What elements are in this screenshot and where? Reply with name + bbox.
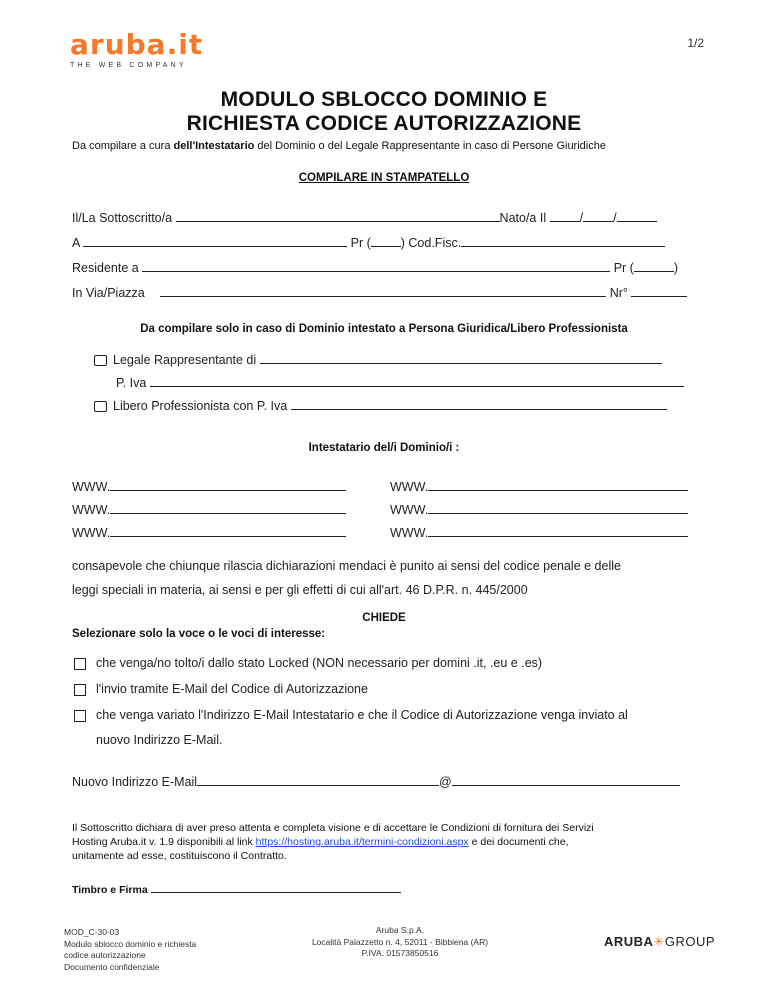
dichiara-line-2: Hosting Aruba.it v. 1.9 disponibili al link https://hosting.aruba.it/termini-condizioni.aspx e dei documenti che, xyxy=(72,836,569,848)
field-www-6[interactable] xyxy=(428,526,688,537)
row-legale xyxy=(94,353,662,367)
www-row-1-left: WWW. xyxy=(72,480,346,494)
termini-link[interactable]: https://hosting.aruba.it/termini-condizioni.aspx xyxy=(255,836,469,848)
field-email-user[interactable] xyxy=(197,775,439,786)
label-codfisc: ) Cod.Fisc. xyxy=(400,236,462,250)
chiede-heading: CHIEDE xyxy=(362,612,406,624)
label-piva: P. Iva xyxy=(116,376,147,390)
dichiara-line-1: Il Sottoscritto dichiara di aver preso attenta e completa visione e di accettare le Condizioni di fornitura dei Servizi xyxy=(72,822,594,834)
row-nuova-email: Nuovo Indirizzo E-Mail @ xyxy=(72,775,680,789)
label-pr: Pr ( xyxy=(350,236,371,250)
field-codice-fiscale[interactable] xyxy=(461,236,665,247)
field-via[interactable] xyxy=(160,286,606,297)
label-sottoscritto: Il/La Sottoscritto/a xyxy=(72,211,173,225)
field-email-domain[interactable] xyxy=(452,775,680,786)
row-residenza: Residente a Pr ( ) xyxy=(72,261,678,275)
label-residente: Residente a xyxy=(72,261,139,275)
checkbox-invio-codice[interactable] xyxy=(74,684,86,696)
option-variazione-email-label: che venga variato l'Indirizzo E-Mail Intestatario e che il Codice di Autorizzazione venga inviato al xyxy=(96,708,628,722)
giuridica-heading: Da compilare solo in caso di Dominio intestato a Persona Giuridica/Libero Professionista xyxy=(140,323,628,335)
row-luogo xyxy=(72,236,665,250)
checkbox-libero-professionista[interactable] xyxy=(94,401,107,412)
field-www-3[interactable] xyxy=(110,503,346,514)
subtitle: Da compilare a cura dell'Intestatario del Dominio o del Legale Rappresentante in caso di Persone Giuridiche xyxy=(72,140,606,152)
checkbox-variazione-email[interactable] xyxy=(74,710,86,722)
compilare-heading: COMPILARE IN STAMPATELLO xyxy=(298,172,470,184)
www-row-2-right: WWW. xyxy=(390,503,688,517)
field-nato-mese[interactable] xyxy=(583,211,613,222)
field-legale-rappresentante[interactable] xyxy=(260,353,662,364)
row-via xyxy=(72,286,687,300)
footer-company-info: Aruba S.p.A. Località Palazzetto n. 4, 52011 - Bibbiena (AR) P.IVA: 01573850516 xyxy=(311,925,489,958)
logo-text: aruba.it xyxy=(70,28,204,61)
intestatario-heading: Intestatario del/i Dominio/i : xyxy=(308,442,460,454)
www-row-3-left: WWW. xyxy=(72,526,346,540)
label-libero: Libero Professionista con P. Iva xyxy=(113,399,288,413)
label-nuova-email: Nuovo Indirizzo E-Mail xyxy=(72,775,198,789)
option-invio-codice xyxy=(74,682,368,696)
label-nato: Nato/a Il xyxy=(499,211,547,225)
field-nato-giorno[interactable] xyxy=(550,211,580,222)
row-sottoscritto: Il/La Sottoscritto/a Nato/a Il / / xyxy=(72,211,657,225)
field-residente[interactable] xyxy=(142,261,610,272)
www-row-2-left: WWW. xyxy=(72,503,346,517)
footer-left: MOD_C-30-03 Modulo sblocco dominio e richiesta codice autorizzazione Documento confidenziale xyxy=(64,927,197,972)
row-libero xyxy=(94,399,667,413)
field-luogo-nascita[interactable] xyxy=(83,236,347,247)
consapevole-line-2: leggi speciali in materia, ai sensi e per gli effetti di cui all'art. 46 D.P.R. n. 445/2000 xyxy=(72,583,528,597)
label-via: In Via/Piazza xyxy=(72,286,145,300)
title-line-1: MODULO SBLOCCO DOMINIO E xyxy=(220,88,548,111)
label-nr: Nr° xyxy=(609,286,628,300)
row-firma xyxy=(72,882,401,896)
label-pr2: Pr ( xyxy=(613,261,634,275)
field-sottoscritto[interactable] xyxy=(176,211,500,222)
logo-tagline: THE WEB COMPANY xyxy=(70,62,187,69)
field-www-5[interactable] xyxy=(110,526,346,537)
row-piva xyxy=(116,376,684,390)
selezionare-label: Selezionare solo la voce o le voci di interesse: xyxy=(72,628,326,640)
www-row-3-right: WWW. xyxy=(390,526,688,540)
title-line-2: RICHIESTA CODICE AUTORIZZAZIONE xyxy=(186,112,582,135)
field-pr-nascita[interactable] xyxy=(371,236,401,247)
field-piva[interactable] xyxy=(150,376,684,387)
label-firma: Timbro e Firma xyxy=(72,884,148,896)
checkbox-legale-rappresentante[interactable] xyxy=(94,355,107,366)
field-www-2[interactable] xyxy=(428,480,688,491)
www-row-1-right: WWW. xyxy=(390,480,688,494)
dichiara-line-3: unitamente ad esse, costituiscono il Contratto. xyxy=(72,850,287,862)
aruba-group-logo: ARUBA✳GROUP xyxy=(604,934,716,949)
option-variazione-email-cont: nuovo Indirizzo E-Mail. xyxy=(96,733,223,747)
field-www-1[interactable] xyxy=(110,480,346,491)
consapevole-line-1: consapevole che chiunque rilascia dichiarazioni mendaci è punito ai sensi del codice penale e delle xyxy=(72,559,621,573)
option-unlock-label: che venga/no tolto/i dallo stato Locked (NON necessario per domini .it, .eu e .es) xyxy=(96,656,543,670)
option-invio-codice-label: l'invio tramite E-Mail del Codice di Autorizzazione xyxy=(96,682,368,696)
sun-icon: ✳ xyxy=(653,934,665,949)
checkbox-unlock[interactable] xyxy=(74,658,86,670)
field-nr[interactable] xyxy=(631,286,687,297)
field-pr-residenza[interactable] xyxy=(634,261,674,272)
field-libero-piva[interactable] xyxy=(291,399,667,410)
aruba-logo xyxy=(70,28,204,76)
field-www-4[interactable] xyxy=(428,503,688,514)
field-nato-anno[interactable] xyxy=(617,211,657,222)
option-variazione-email xyxy=(74,708,628,722)
field-firma[interactable] xyxy=(151,882,401,893)
page-number: 1/2 xyxy=(687,36,704,50)
label-legale: Legale Rappresentante di xyxy=(113,353,257,367)
label-a: A xyxy=(72,236,80,250)
option-unlock xyxy=(74,656,542,670)
